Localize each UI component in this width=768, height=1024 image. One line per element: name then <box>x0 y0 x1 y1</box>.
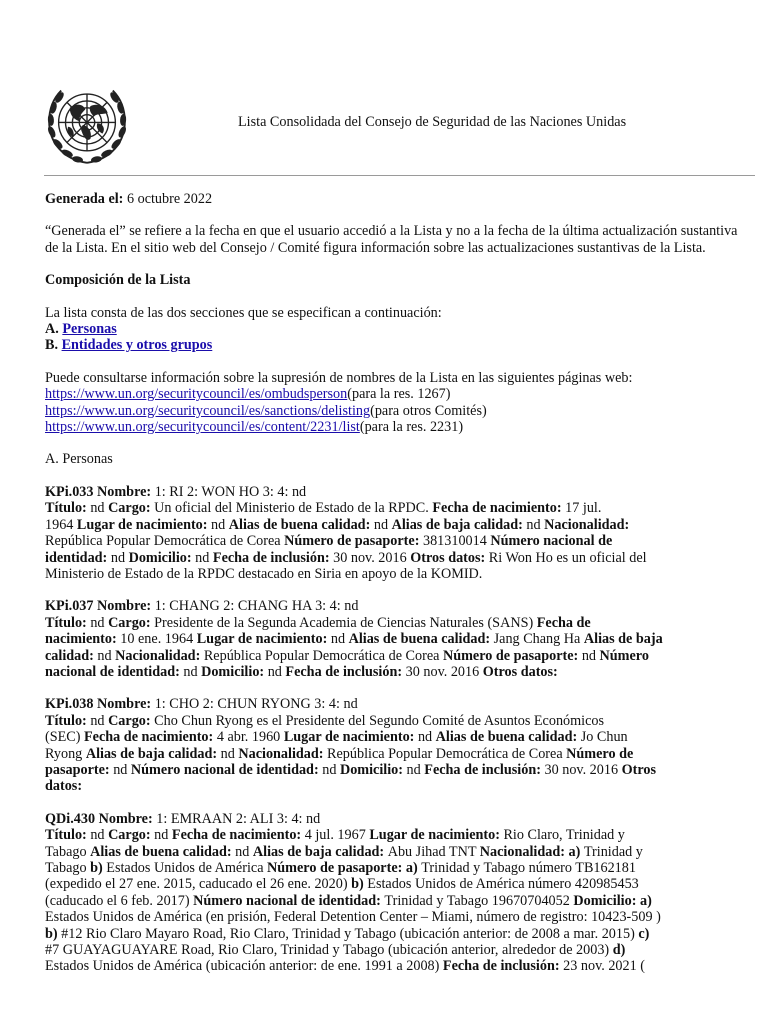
field-label: Alias de baja calidad: <box>391 516 527 533</box>
field-label: calidad: <box>45 647 98 664</box>
field-value: Cho Chun Ryong es el Presidente del Segundo Comité de Asuntos Económicos <box>154 712 605 729</box>
field-label: Alias de baja <box>583 631 663 648</box>
field-value: Trinidad y <box>583 843 643 860</box>
field-value: 23 nov. 2021 ( <box>563 958 645 975</box>
field-value: Trinidad y Tabago número TB162181 <box>421 860 636 876</box>
field-label: datos: <box>45 778 83 795</box>
field-value: Ryong <box>45 745 86 762</box>
field-value: nd <box>526 516 545 533</box>
field-value: Tabago <box>45 843 91 860</box>
composition-heading: Composición de la Lista <box>45 272 191 289</box>
field-value: 4 jul. 1967 <box>304 827 370 844</box>
field-label: nacimiento: <box>45 631 121 648</box>
link-entidades[interactable]: Entidades y otros grupos <box>61 337 213 354</box>
field-label: Número de pasaporte: <box>442 647 582 664</box>
field-value: Ministerio de Estado de la RPDC destacado en Siria en apoyo de la KOMID. <box>45 565 483 582</box>
field-label: Otros datos: <box>410 549 489 566</box>
entry-line <box>45 517 745 533</box>
field-label: Nacionalidad: <box>115 647 204 664</box>
entry-line <box>45 958 745 974</box>
field-label: Fecha de nacimiento: <box>432 500 566 517</box>
entry-line <box>45 827 745 843</box>
field-value: 30 nov. 2016 <box>333 549 411 566</box>
field-label: Otros datos: <box>482 663 558 680</box>
field-label: Fecha de inclusión: <box>212 549 334 566</box>
field-label: b) <box>45 925 62 942</box>
field-label: Lugar de nacimiento: <box>283 729 418 746</box>
2231-list-link[interactable]: https://www.un.org/securitycouncil/es/content/2231/list <box>45 419 360 436</box>
field-label: Cargo: <box>108 500 155 517</box>
field-value: Abu Jihad TNT <box>387 843 480 860</box>
field-label: KPi.038 Nombre: <box>45 696 155 713</box>
field-value: Ri Won Ho es un oficial del <box>488 549 647 566</box>
field-label: QDi.430 Nombre: <box>45 810 157 827</box>
entry-line <box>45 811 745 827</box>
entry-block <box>45 696 745 794</box>
field-label: Fecha de nacimiento: <box>171 827 305 844</box>
entry-block <box>45 811 745 975</box>
field-label: Título: <box>45 827 91 844</box>
delisting-link-row: https://www.un.org/securitycouncil/es/sanctions/delisting(para otros Comités) <box>45 402 487 419</box>
field-value: 4 abr. 1960 <box>216 729 284 746</box>
field-label: Domicilio: <box>339 761 407 778</box>
field-value: República Popular Democrática de Corea <box>327 745 567 762</box>
field-value: nd <box>220 745 239 762</box>
entry-line <box>45 648 745 664</box>
field-label: Nacionalidad: a) <box>479 843 584 860</box>
field-value: Estados Unidos de América <box>106 860 268 876</box>
field-label: Número nacional de <box>490 533 613 550</box>
field-value: 1: EMRAAN 2: ALI 3: 4: nd <box>156 810 321 827</box>
field-label: Fecha de <box>536 614 591 631</box>
field-value: 1: CHANG 2: CHANG HA 3: 4: nd <box>154 598 359 615</box>
field-value: 1: CHO 2: CHUN RYONG 3: 4: nd <box>154 696 358 713</box>
field-label: Número <box>599 647 649 664</box>
field-value: nd <box>373 516 392 533</box>
field-value: Rio Claro, Trinidad y <box>503 827 625 844</box>
ombudsperson-link[interactable]: https://www.un.org/securitycouncil/es/ombudsperson <box>45 386 348 403</box>
field-label: KPi.037 Nombre: <box>45 598 155 615</box>
field-label: Domicilio: <box>201 663 268 680</box>
field-value: Tabago <box>45 860 91 876</box>
entry-line <box>45 615 745 631</box>
field-value: (SEC) <box>45 729 85 746</box>
field-label: Nacionalidad: <box>544 516 630 533</box>
delisting-link-row: https://www.un.org/securitycouncil/es/content/2231/list(para la res. 2231) <box>45 419 464 436</box>
field-label: nacional de identidad: <box>45 663 184 680</box>
entry-line <box>45 746 745 762</box>
field-label: Alias de buena calidad: <box>348 631 494 648</box>
field-value: nd <box>417 729 436 746</box>
field-label: Lugar de nacimiento: <box>196 631 331 648</box>
entry-line <box>45 598 745 614</box>
field-value: nd <box>330 631 349 648</box>
field-value: Estados Unidos de América (ubicación anterior: de ene. 1991 a 2008) <box>45 958 443 975</box>
field-label: Cargo: <box>108 614 155 631</box>
field-label: Fecha de inclusión: <box>285 663 406 680</box>
field-value: Jang Chang Ha <box>493 631 584 648</box>
header-divider <box>44 175 755 176</box>
field-value: Presidente de la Segunda Academia de Ciencias Naturales (SANS) <box>154 614 537 631</box>
field-label: Domicilio: a) <box>573 892 652 909</box>
field-label: Número nacional de identidad: <box>130 761 323 778</box>
field-label: Número de pasaporte: <box>284 533 423 550</box>
entry-line <box>45 893 745 909</box>
un-emblem-icon <box>44 82 130 168</box>
field-label: Cargo: <box>108 712 155 729</box>
field-value: nd <box>235 843 253 860</box>
entry-block <box>45 598 745 680</box>
generated-label: Generada el: <box>45 191 124 207</box>
field-label: d) <box>612 942 626 959</box>
entry-line <box>45 550 745 566</box>
field-label: Título: <box>45 614 91 631</box>
field-label: pasaporte: <box>45 761 114 778</box>
field-value: nd <box>322 761 340 778</box>
field-label: Número de pasaporte: a) <box>267 860 422 876</box>
field-label: Alias de buena calidad: <box>228 516 374 533</box>
list-title: Lista Consolidada del Consejo de Seguridad de las Naciones Unidas <box>238 114 627 130</box>
entry-line <box>45 942 745 958</box>
field-value: nd <box>113 761 131 778</box>
entry-line <box>45 484 745 500</box>
field-label: Título: <box>45 712 91 729</box>
entry-line <box>45 631 745 647</box>
field-value: Estados Unidos de América (en prisión, Federal Detention Center – Miami, número de registro: 10423-509 ) <box>45 909 661 926</box>
field-label: Alias de baja calidad: <box>85 745 221 762</box>
field-label: Alias de baja calidad: <box>252 843 388 860</box>
composition-item-entidades: B. Entidades y otros grupos <box>45 337 213 354</box>
field-value: (expedido el 27 ene. 2015, caducado el 26 ene. 2020) <box>45 876 352 893</box>
field-value: 381310014 <box>422 533 491 550</box>
entry-line <box>45 533 745 549</box>
field-label: Alias de buena calidad: <box>90 843 236 860</box>
field-value: nd <box>211 516 229 533</box>
entry-line <box>45 909 745 925</box>
field-value: 30 nov. 2016 <box>544 761 622 778</box>
field-value: #12 Rio Claro Mayaro Road, Rio Claro, Trinidad y Tabago (ubicación anterior: de 2008 a mar. 2015) <box>61 925 639 942</box>
entry-line <box>45 566 745 582</box>
field-value: #7 GUAYAGUAYARE Road, Rio Claro, Trinidad y Tabago (ubicación anterior, alrededor de 2003) <box>45 942 613 959</box>
field-value: Un oficial del Ministerio de Estado de la RPDC. <box>154 500 433 517</box>
field-value: nd <box>195 549 213 566</box>
field-label: Fecha de nacimiento: <box>84 729 217 746</box>
entry-line <box>45 844 745 860</box>
field-value: nd <box>90 712 109 729</box>
field-value: 10 ene. 1964 <box>120 631 197 648</box>
entry-line <box>45 876 745 892</box>
field-label: b) <box>90 860 107 876</box>
generated-date <box>45 191 745 207</box>
entry-line <box>45 713 745 729</box>
field-label: Alias de buena calidad: <box>435 729 581 746</box>
field-label: Domicilio: <box>128 549 196 566</box>
field-label: b) <box>351 876 368 893</box>
field-value: 17 jul. <box>565 500 602 517</box>
delisting-link[interactable]: https://www.un.org/securitycouncil/es/sanctions/delisting <box>45 402 371 419</box>
generated-value: 6 octubre 2022 <box>126 191 213 207</box>
field-value: nd <box>90 500 109 517</box>
document-header <box>0 0 768 176</box>
field-label: Número nacional de identidad: <box>193 892 385 909</box>
field-value: Jo Chun <box>580 729 628 746</box>
field-value: nd <box>581 647 600 664</box>
field-value: 1: RI 2: WON HO 3: 4: nd <box>154 483 307 500</box>
field-value: nd <box>97 647 116 664</box>
field-label: Fecha de inclusión: <box>424 761 545 778</box>
field-value: nd <box>154 827 172 844</box>
delisting-intro: Puede consultarse información sobre la supresión de nombres de la Lista en las siguientes páginas web: <box>45 369 633 386</box>
field-label: Cargo: <box>108 827 155 844</box>
section-title: A. Personas <box>45 451 113 468</box>
entry-line <box>45 762 745 778</box>
field-value: nd <box>267 663 286 680</box>
field-value: Trinidad y Tabago 19670704052 <box>384 892 574 909</box>
entry-line <box>45 500 745 516</box>
field-value: República Popular Democrática de Corea <box>203 647 443 664</box>
field-value: nd <box>90 614 109 631</box>
field-label: Otros <box>621 761 657 778</box>
field-label: KPi.033 Nombre: <box>45 483 155 500</box>
field-label: Título: <box>45 500 91 517</box>
field-value: (caducado el 6 feb. 2017) <box>45 892 194 909</box>
field-label: c) <box>638 925 650 942</box>
field-value: Estados Unidos de América número 420985453 <box>367 876 639 893</box>
entry-block <box>45 484 745 582</box>
field-value: 30 nov. 2016 <box>405 663 483 680</box>
entry-line <box>45 729 745 745</box>
field-value: República Popular Democrática de Corea <box>45 533 285 550</box>
field-value: nd <box>406 761 425 778</box>
entry-line <box>45 664 745 680</box>
field-label: Número de <box>566 745 634 762</box>
field-label: Lugar de nacimiento: <box>369 827 504 844</box>
entry-line <box>45 696 745 712</box>
field-label: Nacionalidad: <box>238 745 328 762</box>
entry-line <box>45 860 745 876</box>
field-value: nd <box>183 663 202 680</box>
field-value: nd <box>110 549 129 566</box>
entry-line <box>45 926 745 942</box>
delisting-link-row: https://www.un.org/securitycouncil/es/ombudsperson(para la res. 1267) <box>45 386 451 403</box>
field-label: Lugar de nacimiento: <box>76 516 212 533</box>
composition-item-personas: A. Personas <box>45 321 117 338</box>
composition-intro: La lista consta de las dos secciones que se especifican a continuación: <box>45 304 442 321</box>
entry-line <box>45 778 745 794</box>
link-personas[interactable]: Personas <box>62 321 117 338</box>
field-value: 1964 <box>45 516 77 533</box>
generated-note: “Generada el” se refiere a la fecha en que el usuario accedió a la Lista y no a la fecha de la última actualización sustantiva de la Lista. En el sitio web del Consejo / Comité figura información sobre las actualizaciones sustantivas de la Lista. <box>45 223 738 256</box>
document-body <box>45 191 745 975</box>
entries-list <box>45 484 745 975</box>
field-label: Fecha de inclusión: <box>442 958 564 975</box>
field-label: identidad: <box>45 549 111 566</box>
field-value: nd <box>90 827 109 844</box>
